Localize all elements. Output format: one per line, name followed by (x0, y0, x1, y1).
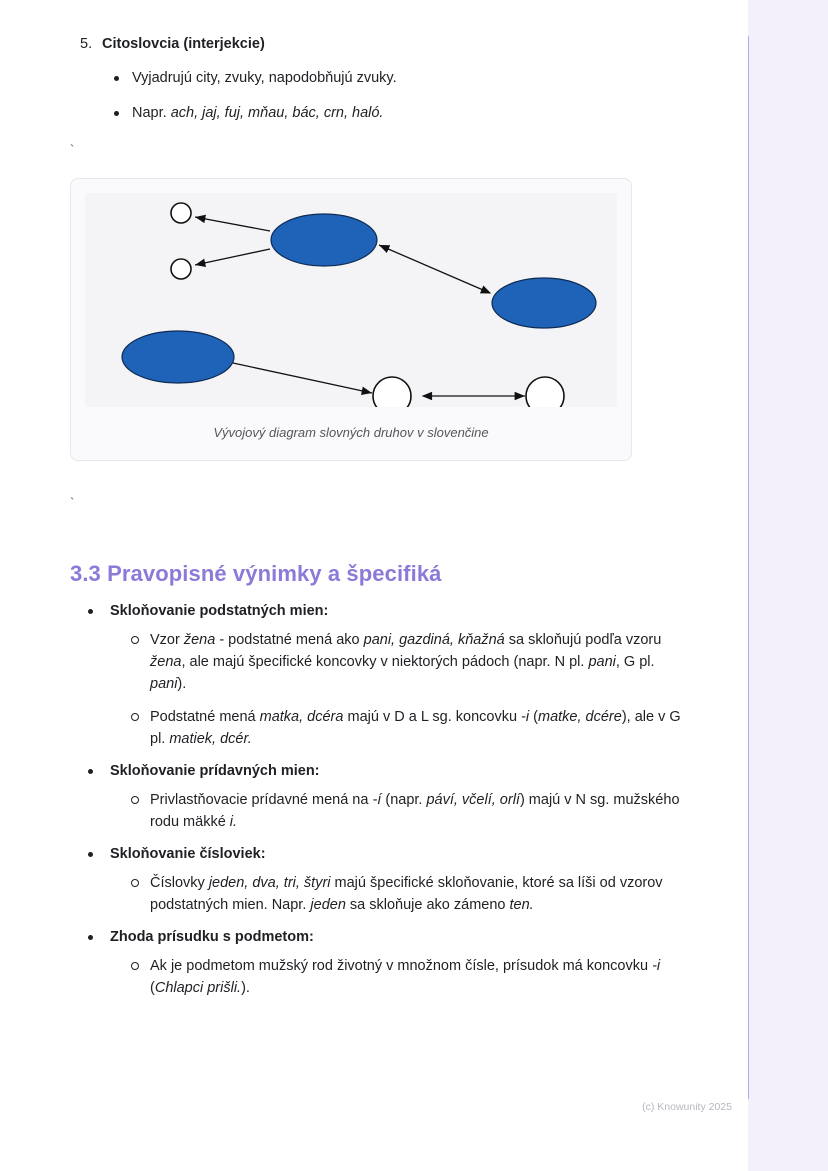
list-item (128, 955, 688, 999)
text-run-italic: matke, dcére (537, 709, 622, 725)
node-ellipse-right (492, 278, 596, 328)
text-run: ( (150, 980, 155, 996)
text-run: majú špecifické skloňovanie, ktoré sa líši od vzorov podstatných mien. Napr. (150, 875, 663, 913)
text-run: Privlastňovacie prídavné mená na (150, 792, 373, 808)
list-item (128, 789, 688, 833)
section-heading-3-3: 3.3 Pravopisné výnimky a špecifiká (70, 561, 442, 586)
text-run: ( (533, 709, 538, 725)
text-run-italic: pani (150, 676, 178, 692)
list-item (128, 872, 688, 916)
numbered-item-5-number: 5. (80, 36, 93, 52)
text-run: ). (177, 676, 187, 692)
text-run-italic: žena (183, 632, 216, 648)
numbered-item-5 (80, 34, 688, 54)
bullet-text: Napr. (132, 105, 171, 121)
text-run-italic: pani (588, 654, 616, 670)
text-run-italic: matiek, dcér. (169, 731, 252, 747)
group-label: Skloňovanie čísloviek: (110, 846, 266, 862)
text-run-italic: jeden (310, 897, 346, 913)
edge-arrow (379, 245, 490, 293)
list-item (128, 706, 688, 750)
text-run: Podstatné mená (150, 709, 260, 725)
text-run: ) majú v N sg. mužského rodu mäkké (150, 792, 680, 830)
list-item (80, 761, 688, 833)
list-item (110, 68, 688, 89)
list-item (110, 103, 688, 124)
text-run: (napr. (385, 792, 427, 808)
text-run: ), ale v G pl. (150, 709, 681, 747)
text-run-italic: i. (229, 814, 238, 830)
text-run-italic: žena (150, 654, 182, 670)
stray-backtick-top: ` (70, 142, 75, 157)
text-run-italic: Chlapci prišli. (154, 980, 242, 996)
text-run-italic: -i (521, 709, 534, 725)
list-item (80, 844, 688, 916)
text-run: , ale majú špecifické koncovky v niektorých pádoch (napr. N pl. (181, 654, 589, 670)
flow-diagram-svg (85, 193, 617, 407)
text-run: sa skloňuje ako zámeno (345, 897, 510, 913)
list-item (80, 601, 688, 750)
bullet-text-italic: ach, jaj, fuj, mňau, bác, crn, haló. (170, 105, 384, 121)
text-run-italic: -í (372, 792, 386, 808)
text-run-italic: ten. (509, 897, 534, 913)
text-run: Číslovky (150, 875, 209, 891)
group-label: Skloňovanie prídavných mien: (110, 763, 320, 779)
text-run: ). (241, 980, 250, 996)
text-run-italic: -i (652, 958, 661, 974)
right-margin-rail (748, 0, 828, 1171)
text-run: - podstatné mená ako (215, 632, 364, 648)
node-ellipse-left (122, 331, 234, 383)
edge-arrow (233, 363, 372, 393)
text-run: , G pl. (615, 654, 655, 670)
group-label: Skloňovanie podstatných mien: (110, 603, 329, 619)
bullet-text: Vyjadrujú city, zvuky, napodobňujú zvuky. (132, 70, 397, 86)
sub-list (128, 872, 688, 916)
node-circle-right (526, 377, 564, 407)
interjections-bullet-list (110, 68, 688, 124)
footer-copyright: (c) Knowunity 2025 (642, 1101, 732, 1113)
edge-arrow (195, 217, 270, 231)
node-small-circle-bottom (171, 259, 191, 279)
right-margin-rule (748, 36, 749, 1099)
list-item (128, 629, 688, 695)
node-small-circle-top (171, 203, 191, 223)
text-run-italic: páví, včelí, orlí (426, 792, 520, 808)
figure-canvas (85, 193, 617, 407)
sub-list (128, 629, 688, 750)
sub-list (128, 789, 688, 833)
numbered-item-5-title: Citoslovcia (interjekcie) (102, 36, 265, 52)
text-run-italic: matka, dcéra (259, 709, 344, 725)
node-circle-middle (373, 377, 411, 407)
figure-card (70, 178, 632, 461)
sub-list (128, 955, 688, 999)
text-run: sa skloňujú podľa vzoru (504, 632, 662, 648)
text-run-italic: pani, gazdiná, kňažná (363, 632, 505, 648)
text-run-italic: jeden, dva, tri, štyri (208, 875, 331, 891)
node-ellipse-top (271, 214, 377, 266)
text-run: Vzor (150, 632, 184, 648)
figure-caption: Vývojový diagram slovných druhov v slovenčine (213, 425, 489, 440)
edge-arrow (195, 249, 270, 265)
text-run: Ak je podmetom mužský rod životný v množnom čísle, prísudok má koncovku (150, 958, 653, 974)
text-run: majú v D a L sg. koncovku (343, 709, 522, 725)
rules-outline-list (80, 601, 688, 999)
stray-backtick-bottom: ` (70, 495, 75, 510)
list-item (80, 927, 688, 999)
group-label: Zhoda prísudku s podmetom: (110, 929, 314, 945)
